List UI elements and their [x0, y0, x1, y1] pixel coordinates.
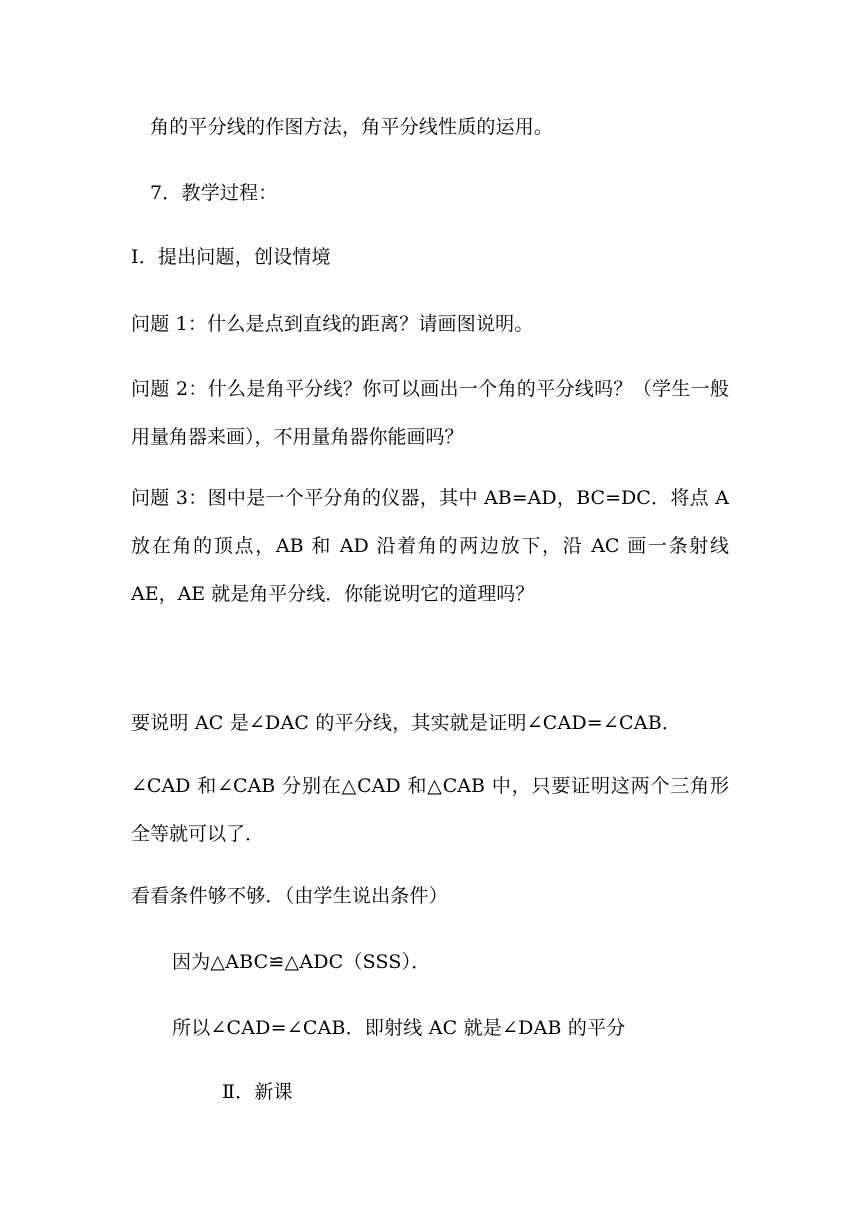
paragraph-key-points: 角的平分线的作图方法，角平分线性质的运用。 [150, 116, 554, 138]
explanation-line-1: 要说明 AC 是∠DAC 的平分线，其实就是证明∠CAD=∠CAB． [131, 712, 682, 734]
proof-step-1: 因为△ABC≌△ADC（SSS）． [172, 951, 431, 973]
explanation-line-3: 看看条件够不够．（由学生说出条件） [131, 885, 448, 907]
question-2: 问题 2：什么是角平分线？你可以画出一个角的平分线吗？（学生一般用量角器来画），不用量角器你能画吗？ [131, 378, 729, 448]
explanation-line-2: ∠CAD 和∠CAB 分别在△CAD 和△CAB 中，只要证明这两个三角形全等就可以了． [131, 775, 729, 845]
question-3: 问题 3：图中是一个平分角的仪器，其中 AB=AD，BC=DC．将点 A 放在角的顶点，AB 和 AD 沿着角的两边放下，沿 AC 画一条射线 AE，AE 就是角平分线．你能说明它的道理吗？ [131, 487, 729, 605]
question-1: 问题 1：什么是点到直线的距离？请画图说明。 [131, 313, 534, 335]
proof-step-2: 所以∠CAD=∠CAB．即射线 AC 就是∠DAB 的平分 [172, 1017, 626, 1039]
section-heading-teaching-process: 7．教学过程： [150, 182, 278, 204]
section-heading-part-2: Ⅱ．新课 [222, 1081, 293, 1103]
section-heading-part-1: Ⅰ．提出问题，创设情境 [131, 246, 331, 268]
